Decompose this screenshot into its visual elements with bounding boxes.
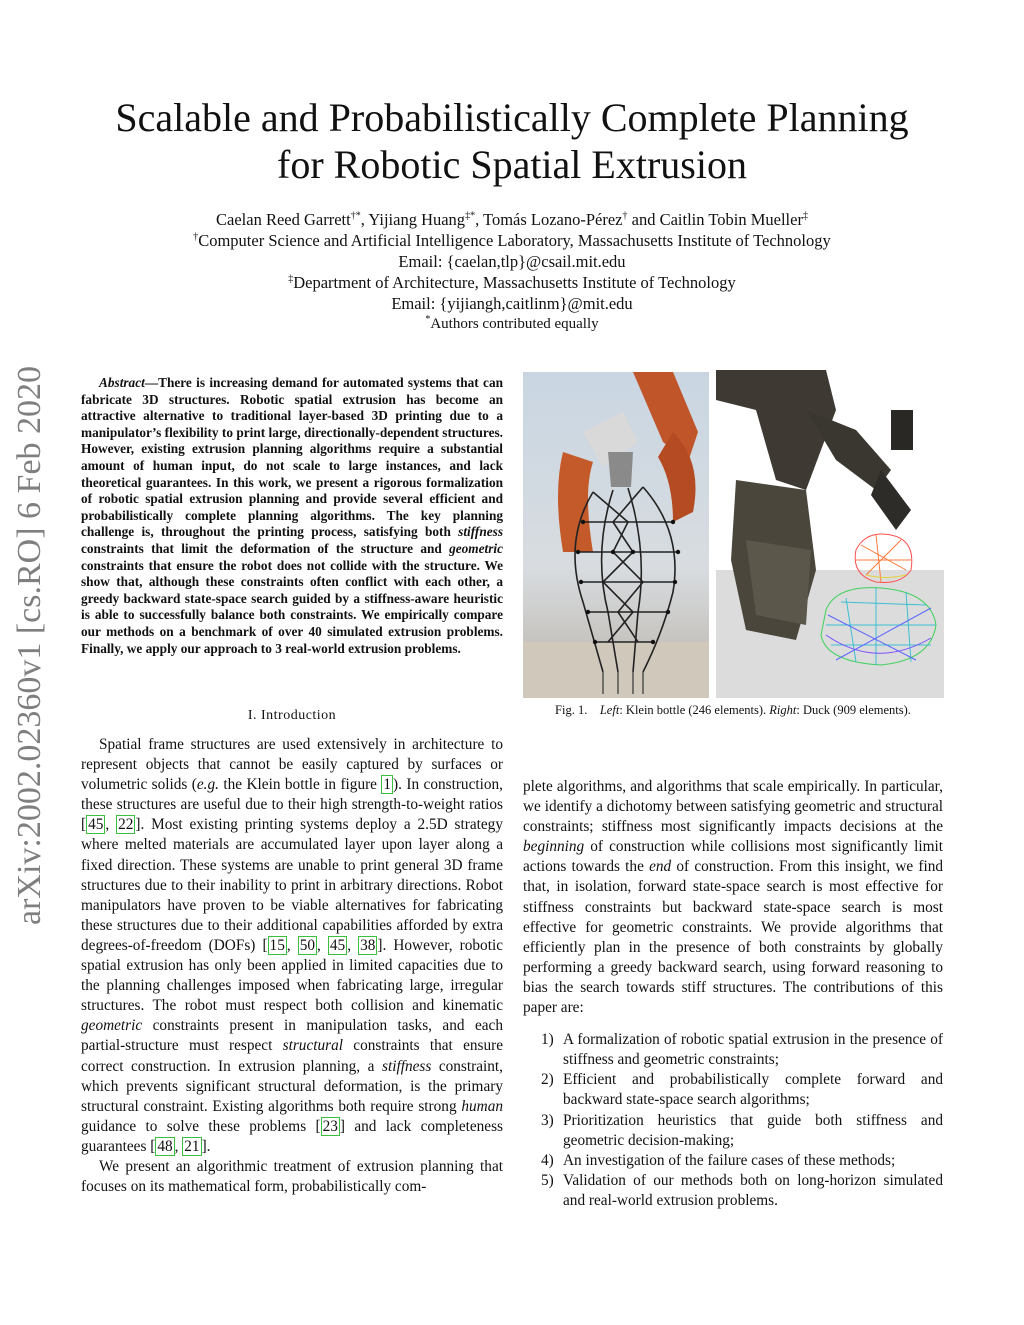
citation-link[interactable]: 23 [322,1117,338,1135]
citation-link[interactable]: 15 [269,936,285,954]
klein-bottle-photo [523,372,709,698]
paper-title [60,94,964,188]
figure-ref-link[interactable]: 1 [383,776,392,794]
intro-right-column [523,777,943,1211]
list-item: 2) Efficient and probabilistically complete forward and backward state-space search algorithms; [541,1071,943,1109]
arxiv-side-label: arXiv:2002.02360v1 [cs.RO] 6 Feb 2020 [11,365,48,925]
citation-link[interactable]: 50 [299,936,316,954]
intro-paragraph-2: We present an algorithmic treatment of extrusion planning that focuses on its mathematical form, probabilistically com- [81,1157,503,1196]
email-2: Email: {yijiangh,caitlinm}@mit.edu [391,294,633,313]
affiliation-2: ‡Department of Architecture, Massachusetts Institute of Technology [288,273,736,292]
list-item: 5) Validation of our methods both on long-horizon simulated and real-world extrusion problems. [541,1171,943,1209]
duck-simulation-render [716,370,944,698]
intro-paragraph-2-continued: plete algorithms, and algorithms that scale empirically. In particular, we identify a dichotomy between satisfying geometric and structural constraints; stiffness most significantly impacts decisions at the beginning of construction while collisions most significantly limit actions towards the end of construction. From this insight, we find that, in isolation, forward state-space search is most effective for stiffness constraints but backward state-space search is most effective for geometric constraints. We provide algorithms that efficiently plan in the presence of both constraints by globally performing a greedy backward search, using forward reasoning to bias the search towards stiff structures. The contributions of this paper are: [523,778,944,1017]
figure-1-caption: Fig. 1. Left: Klein bottle (246 elements). Right: Duck (909 elements). [555,703,911,717]
list-item: 3) Prioritization heuristics that guide both stiffness and geometric decision-making; [541,1111,943,1149]
author-block [60,209,964,335]
equal-contribution-note: *Authors contributed equally [425,314,599,332]
section-heading-introduction: I. Introduction [247,708,337,723]
title-line-1: Scalable and Probabilistically Complete Planning [115,95,909,140]
intro-left-column [81,735,503,1197]
author-names: Caelan Reed Garrett†*, Yijiang Huang‡*, Tomás Lozano-Pérez† and Caitlin Tobin Mueller‡ [216,210,808,229]
list-item: 4) An investigation of the failure cases of these methods; [541,1151,896,1169]
citation-link[interactable]: 21 [184,1137,200,1155]
list-item: 1) A formalization of robotic spatial extrusion in the presence of stiffness and geometric constraints; [541,1031,943,1069]
abstract: Abstract—There is increasing demand for automated systems that can fabricate 3D structures. Robotic spatial extrusion has become an attractive alternative to traditional layer-based 3D printing due to a manipulator’s flexibility to print large, directionally-dependent structures. However, existing extrusion planning algorithms require a substantial amount of human input, do not scale to large instances, and lack theoretical guarantees. In this work, we present a rigorous formalization of robotic spatial extrusion planning and provide several efficient and probabilistically complete planning algorithms. The key planning challenge is, throughout the printing process, satisfying both stiffness constraints that limit the deformation of the structure and geometric constraints that ensure the robot does not collide with the structure. We show that, although these constraints often conflict with each other, a greedy backward state-space search guided by a stiffness-aware heuristic is able to successfully balance both constraints. We empirically compare our methods on a benchmark of over 40 simulated extrusion problems. Finally, we apply our approach to 3 real-world extrusion problems. [81,375,503,656]
citation-link[interactable]: 45 [329,936,346,954]
title-line-2: for Robotic Spatial Extrusion [277,142,747,187]
affiliation-1: †Computer Science and Artificial Intelligence Laboratory, Massachusetts Institute of Technology [193,231,831,250]
email-1: Email: {caelan,tlp}@csail.mit.edu [398,252,626,271]
citation-link[interactable]: 38 [360,936,376,954]
contributions-list [523,1030,943,1211]
citation-link[interactable]: 22 [118,816,134,834]
citation-link[interactable]: 48 [157,1137,173,1155]
intro-paragraph-1: Spatial frame structures are used extensively in architecture to represent objects that cannot be easily captured by surfaces or volumetric solids (e.g. the Klein bottle in figure 1 ). In construction, these structures are useful due to their high strength-to-weight ratios [ 45 , 22 ]. Most existing printing systems deploy a 2.5D strategy where melted materials are accumulated layer upon layer along a fixed direction. These systems are unable to print general 3D frame structures due to their inability to print in arbitrary directions. Robot manipulators have proven to be viable alternatives for fabricating these structures due to their additional capabilities afforded by extra degrees-of-freedom (DOFs) [ 15 , 50 , 45 , 38 ]. However, robotic spatial extrusion has only been applied in limited capacities due to the planning challenges imposed when fabricating large, irregular structures. The robot must respect both collision and kinematic geometric constraints present in manipulation tasks, and each partial-structure must respect structural constraints that ensure correct construction. In extrusion planning, a stiffness constraint, which prevents significant structural deformation, is the primary structural constraint. Existing algorithms both require strong human guidance to solve these problems [ 23 ] and lack completeness guarantees [ 48 , 21 ]. [81,736,504,1155]
citation-link[interactable]: 45 [88,816,104,834]
